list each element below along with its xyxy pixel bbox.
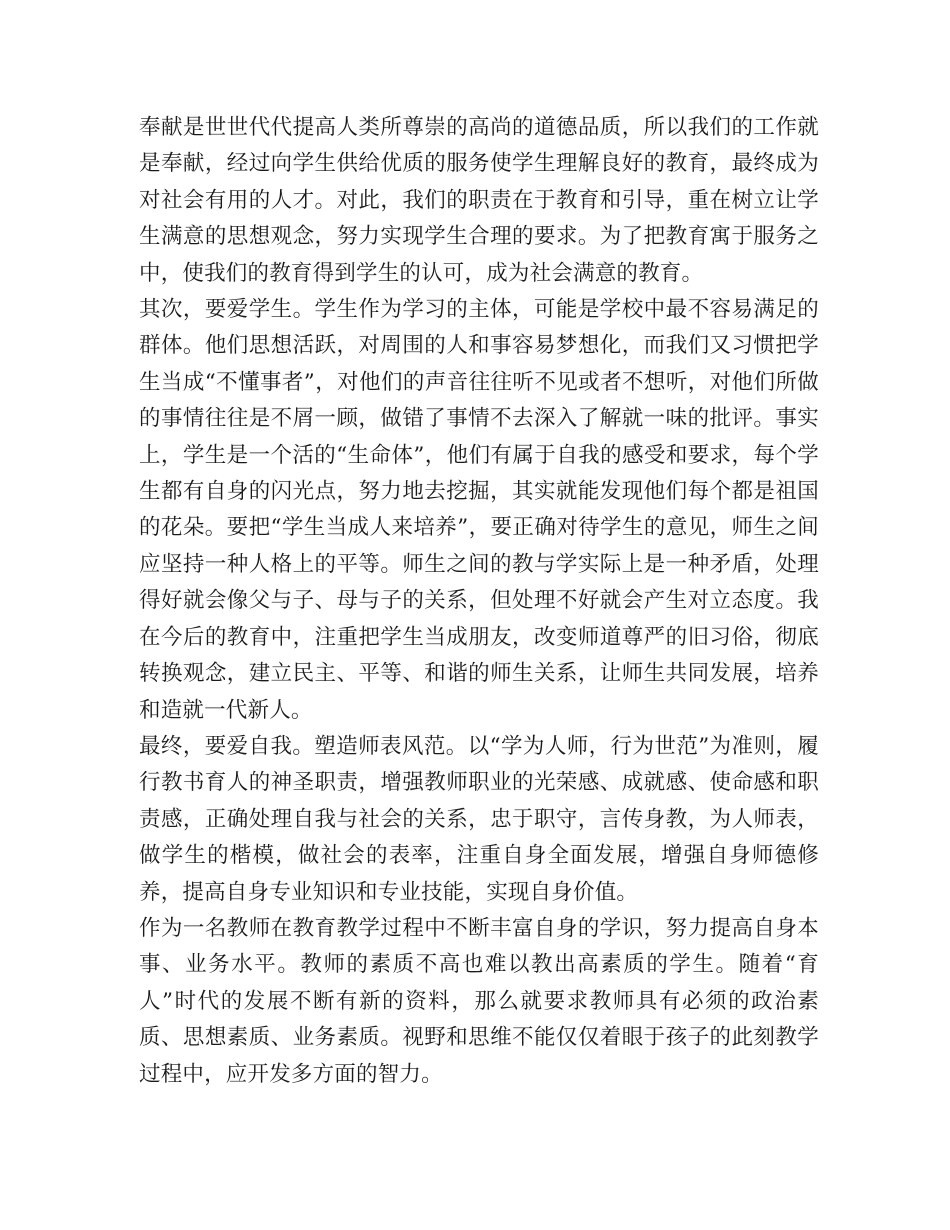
paragraph-love-students: 其次，要爱学生。学生作为学习的主体，可能是学校中最不容易满足的群体。他们思想活跃，对周围的人和事容易梦想化，而我们又习惯把学生当成“不懂事者”，对他们的声音往往听不见或者不想听，对他们所做的事情往往是不屑一顾，做错了事情不去深入了解就一味的批评。事实上，学生是一个活的“生命体”，他们有属于自我的感受和要求，每个学生都有自身的闪光点，努力地去挖掘，其实就能发现他们每个都是祖国的花朵。要把“学生当成人来培养”，要正确对待学生的意见，师生之间应坚持一种人格上的平等。师生之间的教与学实际上是一种矛盾，处理得好就会像父与子、母与子的关系，但处理不好就会产生对立态度。我在今后的教育中，注重把学生当成朋友，改变师道尊严的旧习俗，彻底转换观念，建立民主、平等、和谐的师生关系，让师生共同发展，培养和造就一代新人。 (139, 297, 819, 723)
paragraph-dedication: 奉献是世世代代提高人类所尊崇的高尚的道德品质，所以我们的工作就是奉献，经过向学生供给优质的服务使学生理解良好的教育，最终成为对社会有用的人才。对此，我们的职责在于教育和引导，重在树立让学生满意的思想观念，努力实现学生合理的要求。为了把教育寓于服务之中，使我们的教育得到学生的认可，成为社会满意的教育。 (139, 115, 819, 286)
document-body (139, 110, 819, 1093)
paragraph-love-self: 最终，要爱自我。塑造师表风范。以“学为人师，行为世范”为准则，履行教书育人的神圣职责，增强教师职业的光荣感、成就感、使命感和职责感，正确处理自我与社会的关系，忠于职守，言传身教，为人师表，做学生的楷模，做社会的表率，注重自身全面发展，增强自身师德修养，提高自身专业知识和专业技能，实现自身价值。 (139, 733, 819, 905)
paragraph-teacher-quality: 作为一名教师在教育教学过程中不断丰富自身的学识，努力提高自身本事、业务水平。教师的素质不高也难以教出高素质的学生。随着“育人”时代的发展不断有新的资料，那么就要求教师具有必须的政治素质、思想素质、业务素质。视野和思维不能仅仅着眼于孩子的此刻教学过程中，应开发多方面的智力。 (139, 915, 819, 1087)
